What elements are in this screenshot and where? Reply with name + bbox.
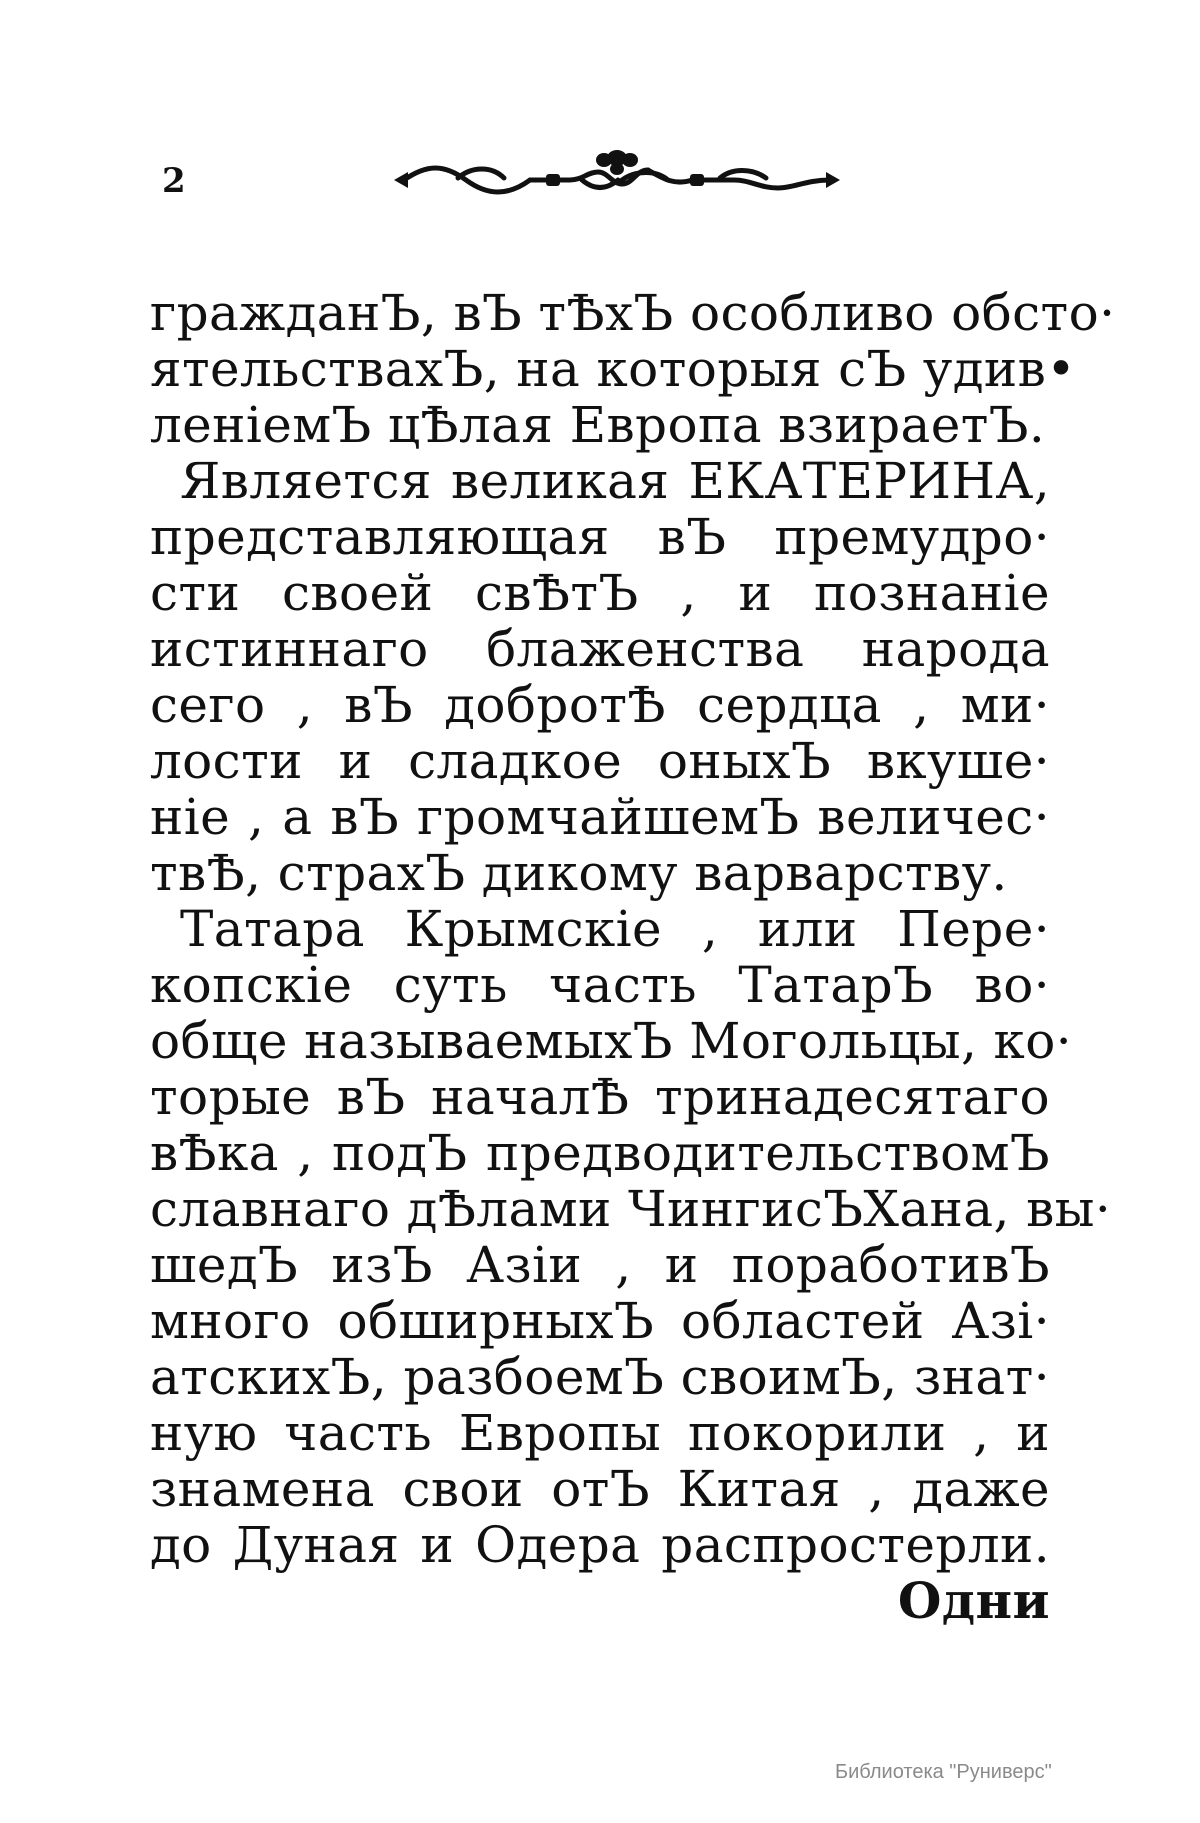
text-line: до Дуная и Одера распростерли.: [150, 1516, 1050, 1574]
text-line: твѢ, страхЪ дикому варварству.: [150, 844, 1008, 902]
text-line: сти своей свѢтЪ , и познанiе: [150, 564, 1050, 622]
text-line: шедЪ изЪ Азiи , и поработивЪ: [150, 1236, 1050, 1294]
text-line: представляющая вЪ премудро·: [150, 508, 1050, 566]
text-line: Является великая ЕКАТЕРИНА,: [180, 452, 1050, 510]
text-line: сего , вЪ добротѢ сердца , ми·: [150, 676, 1050, 734]
text-line: славнаго дѢлами ЧингисЪХана, вы·: [150, 1180, 1112, 1238]
text-line: гражданЪ, вЪ тѢхЪ особливо обсто·: [150, 284, 1116, 342]
catchword: Одни: [897, 1571, 1050, 1630]
text-line: нiе , а вЪ громчайшемЪ величес·: [150, 788, 1050, 846]
text-line: ятельствахЪ, на которыя сЪ удив•: [150, 340, 1077, 398]
text-line: истиннаго блаженства народа: [150, 620, 1050, 678]
page-number: 2: [162, 161, 186, 201]
library-credit: Библиотека "Руниверс": [835, 1761, 1052, 1783]
text-line: атскихЪ, разбоемЪ своимЪ, знат·: [150, 1348, 1050, 1406]
decorative-ornament: [392, 142, 842, 214]
text-line: Татара Крымскiе , или Пере·: [180, 900, 1050, 958]
text-line: копскiе суть часть ТатарЪ во·: [150, 956, 1050, 1014]
text-line: лости и сладкое оныхЪ вкуше·: [150, 732, 1050, 790]
text-line: вѢка , подЪ предводительствомЪ: [150, 1124, 1050, 1182]
text-line: торые вЪ началѢ тринадесятаго: [150, 1068, 1050, 1126]
text-line: ную часть Европы покорили , и: [150, 1404, 1050, 1462]
text-line: ленiемЪ цѢлая Европа взираетЪ.: [150, 396, 1046, 454]
text-line: обще называемыхЪ Могольцы, ко·: [150, 1012, 1072, 1070]
text-line: знамена свои отЪ Китая , даже: [150, 1460, 1050, 1518]
text-line: много обширныхЪ областей Азi·: [150, 1292, 1050, 1350]
